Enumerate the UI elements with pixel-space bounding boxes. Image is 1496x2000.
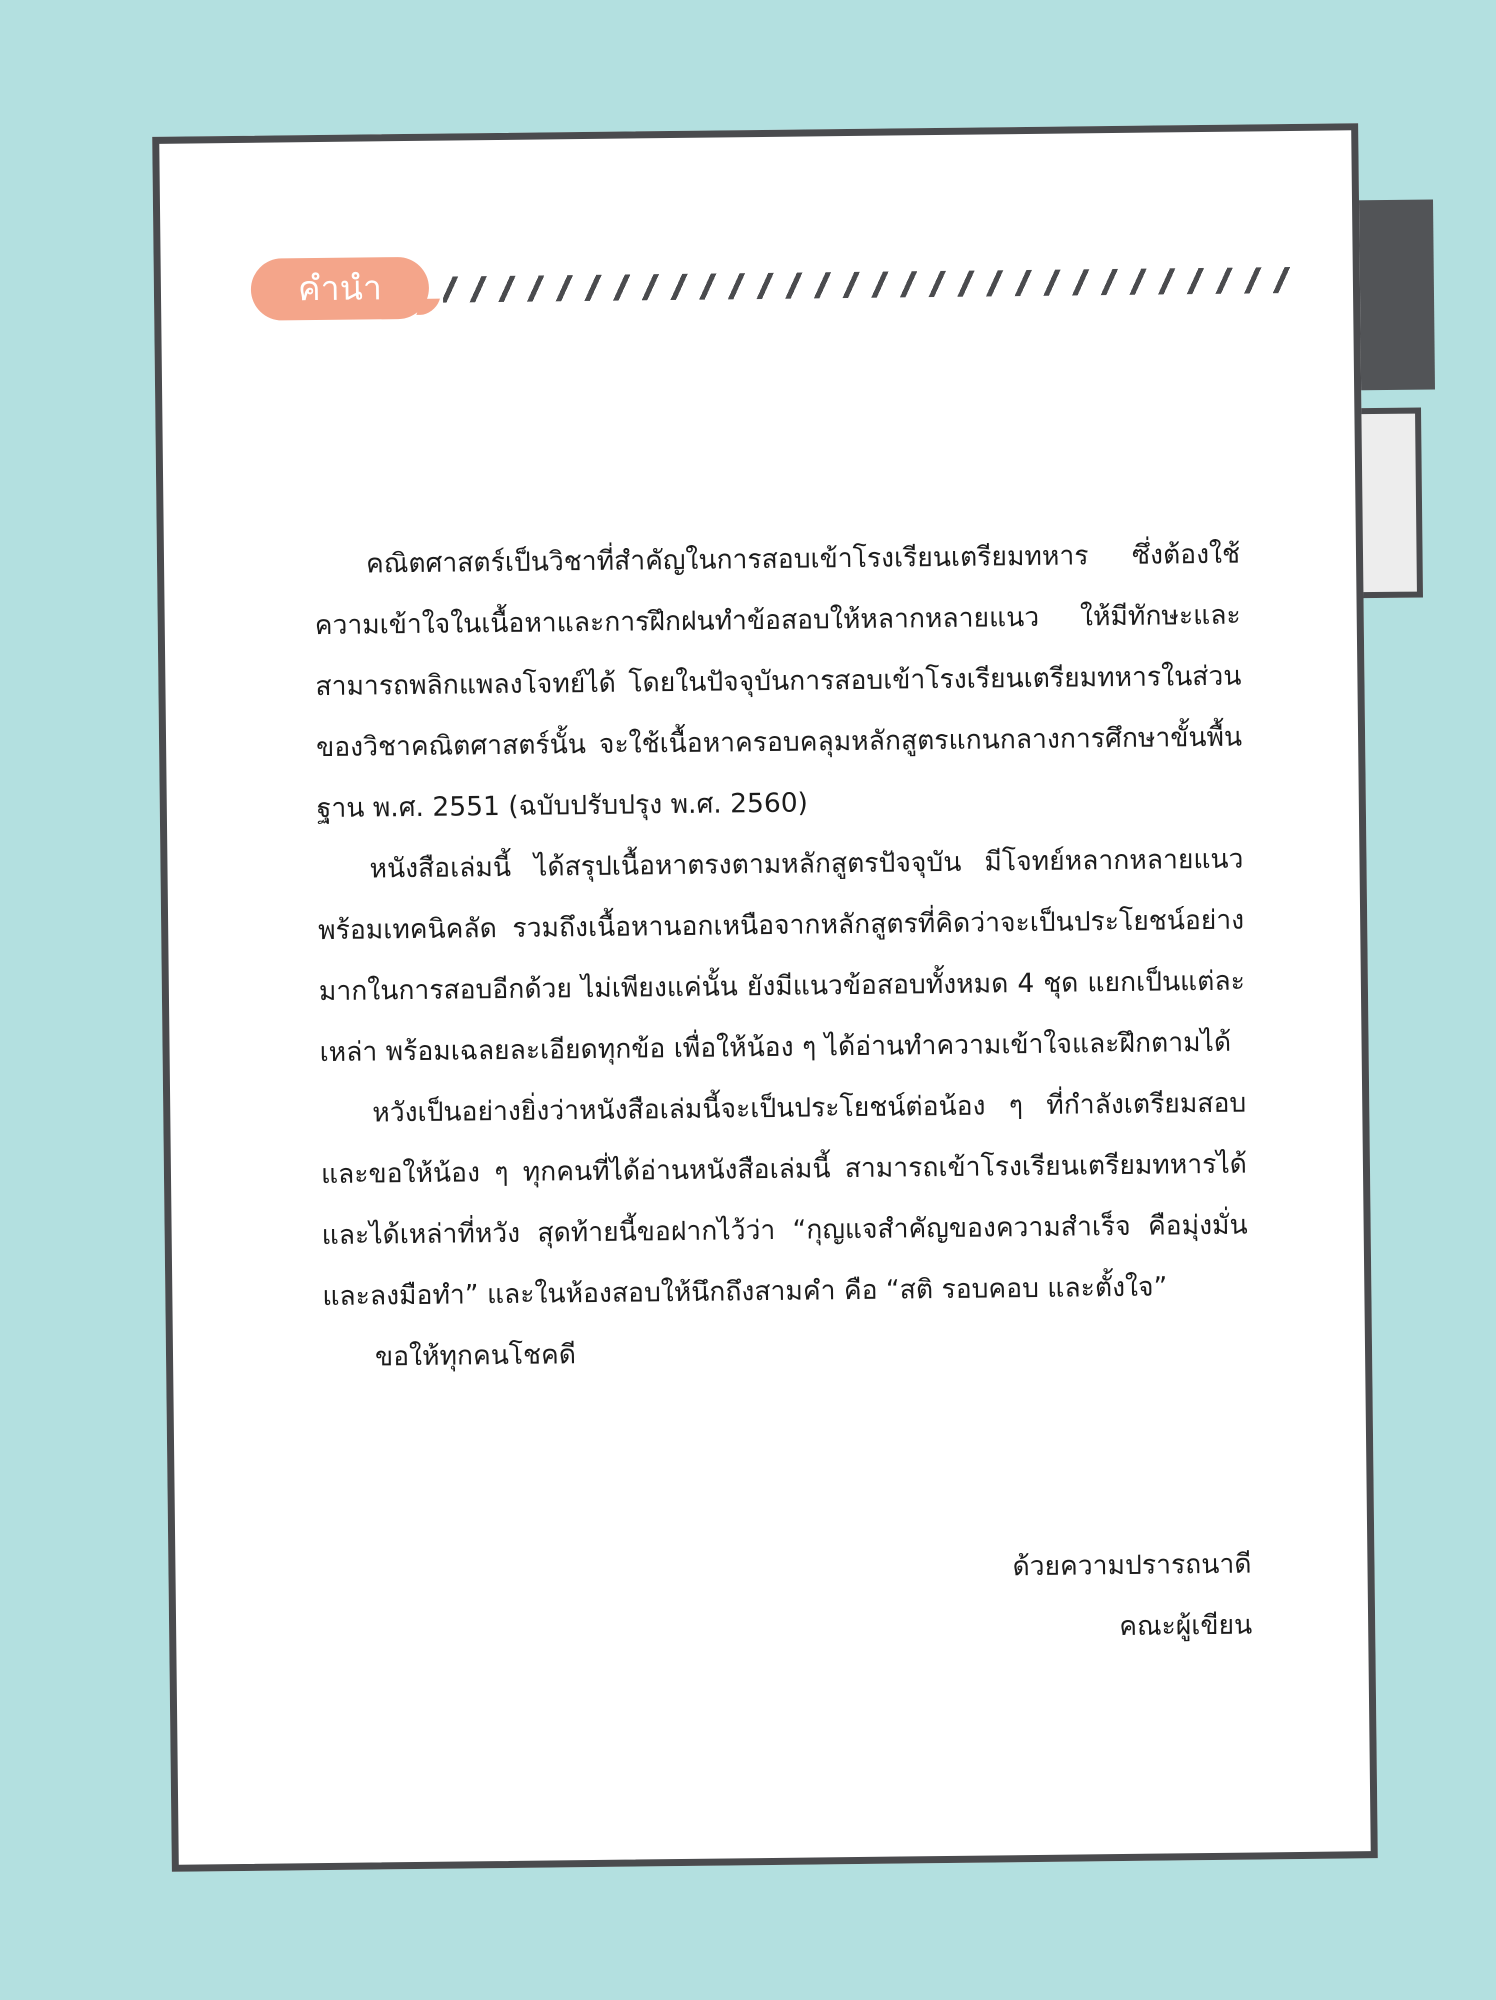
paragraph-4: ขอให้ทุกคนโชคดี xyxy=(374,1339,577,1373)
decorative-hatch-line xyxy=(443,267,1291,303)
paragraph-1: คณิตศาสตร์เป็นวิชาที่สำคัญในการสอบเข้าโรงเรียนเตรียมทหาร ซึ่งต้องใช้ความเข้าใจในเนื้อหาและการฝึกฝนทำข้อสอบให้หลากหลายแนว ให้มีทักษะและสามารถพลิกแพลงโจทย์ได้ โดยในปัจจุบันการสอบเข้าโรงเรียนเตรียมทหารในส่วนของวิชาคณิตศาสตร์นั้น จะใช้เนื้อหาครอบคลุมหลักสูตรแกนกลางการศึกษาขั้นพื้นฐาน พ.ศ. 2551 (ฉบับปรับปรุง พ.ศ. 2560) xyxy=(314,538,1243,825)
heading-badge xyxy=(251,257,430,321)
page-title: คำนำ xyxy=(297,268,383,310)
signature-block xyxy=(325,1534,1252,1666)
paragraph-2: หนังสือเล่มนี้ ได้สรุปเนื้อหาตรงตามหลักสูตรปัจจุบัน มีโจทย์หลากหลายแนวพร้อมเทคนิคลัด รวมถึงเนื้อหานอกเหนือจากหลักสูตรที่คิดว่าจะเป็นประโยชน์อย่างมากในการสอบอีกด้วย ไม่เพียงแค่นั้น ยังมีแนวข้อสอบทั้งหมด 4 ชุด แยกเป็นแต่ละเหล่า พร้อมเฉลยละเอียดทุกข้อ เพื่อให้น้อง ๆ ได้อ่านทำความเข้าใจและฝึกตามได้ xyxy=(318,843,1246,1069)
heading-row xyxy=(251,243,1292,327)
document-page xyxy=(152,123,1378,1872)
closing-line: ด้วยความปรารถนาดี xyxy=(1012,1548,1252,1583)
paragraph-3: หวังเป็นอย่างยิ่งว่าหนังสือเล่มนี้จะเป็นประโยชน์ต่อน้อง ๆ ที่กำลังเตรียมสอบและขอให้น้อง ๆ ทุกคนที่ได้อ่านหนังสือเล่มนี้ สามารถเข้าโรงเรียนเตรียมทหารได้และได้เหล่าที่หวัง สุดท้ายนี้ขอฝากไว้ว่า “กุญแจสำคัญของความสำเร็จ คือมุ่งมั่นและลงมือทำ” และในห้องสอบให้นึกถึงสามคำ คือ “สติ รอบคอบ และตั้งใจ” xyxy=(320,1087,1248,1313)
preface-body xyxy=(314,524,1250,1388)
author-line: คณะผู้เขียน xyxy=(1119,1609,1253,1643)
